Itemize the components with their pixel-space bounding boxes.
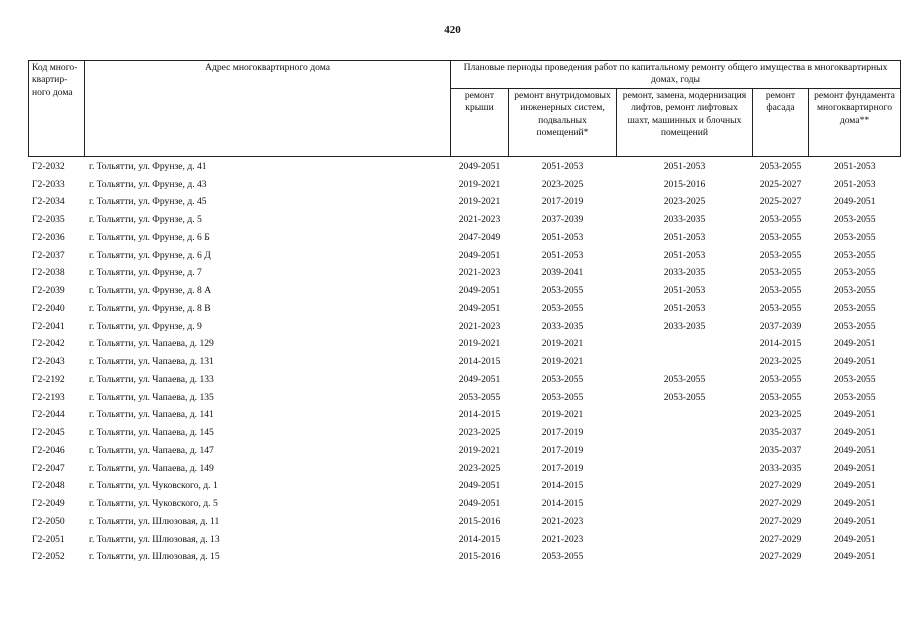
cell-facade: 2053-2055 xyxy=(759,231,802,243)
cell-elevators xyxy=(617,442,753,460)
cell-roof: 2019-2021 xyxy=(458,338,501,350)
cell-roof: 2014-2015 xyxy=(458,409,501,421)
cell-address: г. Тольятти, ул. Чуковского, д. 5 xyxy=(89,498,218,510)
cell-elevators: 2015-2016 xyxy=(663,178,706,190)
cell-foundation: 2049-2051 xyxy=(833,480,876,492)
table-row xyxy=(29,193,901,211)
header-code: Код много-квартир-ного дома xyxy=(29,61,85,157)
cell-engineering: 2014-2015 xyxy=(541,480,584,492)
table-row xyxy=(29,300,901,318)
cell-roof: 2049-2051 xyxy=(458,285,501,297)
cell-code: Г2-2033 xyxy=(32,178,65,190)
cell-engineering: 2039-2041 xyxy=(541,267,584,279)
table-row xyxy=(29,548,901,566)
cell-facade: 2027-2029 xyxy=(759,515,802,527)
cell-address: г. Тольятти, ул. Чуковского, д. 1 xyxy=(89,480,218,492)
cell-code: Г2-2045 xyxy=(32,427,65,439)
cell-address: г. Тольятти, ул. Фрунзе, д. 8 В xyxy=(89,302,211,314)
table-row xyxy=(29,318,901,336)
cell-address: г. Тольятти, ул. Чапаева, д. 133 xyxy=(89,373,214,385)
cell-foundation: 2053-2055 xyxy=(833,231,876,243)
cell-elevators xyxy=(617,477,753,495)
cell-foundation: 2053-2055 xyxy=(833,249,876,261)
cell-elevators: 2023-2025 xyxy=(663,196,706,208)
cell-code: Г2-2040 xyxy=(32,302,65,314)
cell-roof: 2049-2051 xyxy=(458,498,501,510)
cell-facade: 2053-2055 xyxy=(759,160,802,172)
cell-roof: 2049-2051 xyxy=(458,373,501,385)
cell-address: г. Тольятти, ул. Чапаева, д. 131 xyxy=(89,356,214,368)
cell-code: Г2-2032 xyxy=(32,160,65,172)
table-row xyxy=(29,531,901,549)
cell-foundation: 2049-2051 xyxy=(833,515,876,527)
table-row xyxy=(29,477,901,495)
cell-foundation: 2053-2055 xyxy=(833,373,876,385)
cell-code: Г2-2050 xyxy=(32,515,65,527)
cell-elevators: 2051-2053 xyxy=(663,302,706,314)
cell-facade: 2025-2027 xyxy=(759,196,802,208)
cell-facade: 2027-2029 xyxy=(759,533,802,545)
cell-foundation: 2053-2055 xyxy=(833,391,876,403)
header-engineering: ремонт внутридомовых инженерных систем, подвальных помещений* xyxy=(509,88,617,156)
cell-facade: 2037-2039 xyxy=(759,320,802,332)
cell-address: г. Тольятти, ул. Фрунзе, д. 43 xyxy=(89,178,207,190)
cell-roof: 2014-2015 xyxy=(458,533,501,545)
cell-elevators: 2051-2053 xyxy=(663,249,706,261)
table-row xyxy=(29,176,901,194)
cell-roof: 2014-2015 xyxy=(458,356,501,368)
header-roof: ремонт крыши xyxy=(451,88,509,156)
cell-engineering: 2014-2015 xyxy=(541,498,584,510)
cell-facade: 2027-2029 xyxy=(759,551,802,563)
cell-elevators xyxy=(617,548,753,566)
cell-engineering: 2019-2021 xyxy=(541,338,584,350)
cell-engineering: 2021-2023 xyxy=(541,533,584,545)
table-row xyxy=(29,406,901,424)
cell-address: г. Тольятти, ул. Фрунзе, д. 45 xyxy=(89,196,207,208)
cell-foundation: 2053-2055 xyxy=(833,302,876,314)
cell-code: Г2-2048 xyxy=(32,480,65,492)
cell-address: г. Тольятти, ул. Фрунзе, д. 6 Д xyxy=(89,249,211,261)
cell-facade: 2053-2055 xyxy=(759,267,802,279)
cell-facade: 2053-2055 xyxy=(759,285,802,297)
cell-roof: 2023-2025 xyxy=(458,427,501,439)
cell-elevators: 2051-2053 xyxy=(663,285,706,297)
header-periods: Плановые периоды проведения работ по капитальному ремонту общего имущества в многоквартирных домах, годы xyxy=(451,61,901,89)
cell-foundation: 2049-2051 xyxy=(833,427,876,439)
cell-engineering: 2021-2023 xyxy=(541,515,584,527)
cell-engineering: 2051-2053 xyxy=(541,249,584,261)
cell-facade: 2035-2037 xyxy=(759,444,802,456)
cell-roof: 2015-2016 xyxy=(458,551,501,563)
cell-elevators xyxy=(617,406,753,424)
cell-facade: 2023-2025 xyxy=(759,409,802,421)
cell-elevators: 2053-2055 xyxy=(663,373,706,385)
cell-foundation: 2049-2051 xyxy=(833,338,876,350)
cell-facade: 2035-2037 xyxy=(759,427,802,439)
table-row xyxy=(29,335,901,353)
cell-code: Г2-2049 xyxy=(32,498,65,510)
cell-roof: 2023-2025 xyxy=(458,462,501,474)
cell-foundation: 2049-2051 xyxy=(833,409,876,421)
cell-address: г. Тольятти, ул. Чапаева, д. 147 xyxy=(89,444,214,456)
cell-code: Г2-2046 xyxy=(32,444,65,456)
cell-foundation: 2053-2055 xyxy=(833,320,876,332)
cell-foundation: 2053-2055 xyxy=(833,267,876,279)
cell-address: г. Тольятти, ул. Чапаева, д. 135 xyxy=(89,391,214,403)
cell-facade: 2053-2055 xyxy=(759,391,802,403)
cell-roof: 2049-2051 xyxy=(458,160,501,172)
cell-code: Г2-2047 xyxy=(32,462,65,474)
header-address: Адрес многоквартирного дома xyxy=(85,61,451,157)
cell-facade: 2033-2035 xyxy=(759,462,802,474)
cell-engineering: 2053-2055 xyxy=(541,373,584,385)
cell-foundation: 2053-2055 xyxy=(833,285,876,297)
cell-roof: 2021-2023 xyxy=(458,214,501,226)
cell-address: г. Тольятти, ул. Фрунзе, д. 5 xyxy=(89,214,202,226)
table-row xyxy=(29,156,901,175)
cell-code: Г2-2043 xyxy=(32,356,65,368)
cell-elevators: 2051-2053 xyxy=(663,231,706,243)
cell-foundation: 2049-2051 xyxy=(833,533,876,545)
cell-facade: 2027-2029 xyxy=(759,498,802,510)
cell-elevators xyxy=(617,335,753,353)
cell-elevators: 2033-2035 xyxy=(663,320,706,332)
cell-facade: 2023-2025 xyxy=(759,356,802,368)
table-body xyxy=(29,156,901,566)
cell-foundation: 2053-2055 xyxy=(833,214,876,226)
capital-repair-schedule-table xyxy=(28,60,901,566)
cell-code: Г2-2036 xyxy=(32,231,65,243)
table-row xyxy=(29,442,901,460)
cell-roof: 2049-2051 xyxy=(458,249,501,261)
table-row xyxy=(29,513,901,531)
cell-address: г. Тольятти, ул. Шлюзовая, д. 15 xyxy=(89,551,220,563)
cell-code: Г2-2051 xyxy=(32,533,65,545)
cell-engineering: 2017-2019 xyxy=(541,462,584,474)
cell-engineering: 2053-2055 xyxy=(541,551,584,563)
cell-elevators xyxy=(617,513,753,531)
cell-address: г. Тольятти, ул. Шлюзовая, д. 13 xyxy=(89,533,220,545)
cell-roof: 2015-2016 xyxy=(458,515,501,527)
cell-code: Г2-2041 xyxy=(32,320,65,332)
cell-facade: 2053-2055 xyxy=(759,302,802,314)
header-elevators: ремонт, замена, модернизация лифтов, ремонт лифтовых шахт, машинных и блочных помещений xyxy=(617,88,753,156)
cell-roof: 2049-2051 xyxy=(458,302,501,314)
cell-foundation: 2049-2051 xyxy=(833,551,876,563)
cell-code: Г2-2052 xyxy=(32,551,65,563)
cell-foundation: 2049-2051 xyxy=(833,196,876,208)
cell-engineering: 2053-2055 xyxy=(541,285,584,297)
cell-code: Г2-2035 xyxy=(32,214,65,226)
table-row xyxy=(29,247,901,265)
cell-engineering: 2033-2035 xyxy=(541,320,584,332)
cell-code: Г2-2039 xyxy=(32,285,65,297)
table-row xyxy=(29,229,901,247)
cell-elevators: 2033-2035 xyxy=(663,267,706,279)
cell-address: г. Тольятти, ул. Шлюзовая, д. 11 xyxy=(89,515,220,527)
cell-engineering: 2037-2039 xyxy=(541,214,584,226)
cell-engineering: 2023-2025 xyxy=(541,178,584,190)
header-foundation: ремонт фундамента многоквартирного дома** xyxy=(809,88,901,156)
cell-engineering: 2017-2019 xyxy=(541,444,584,456)
cell-address: г. Тольятти, ул. Фрунзе, д. 7 xyxy=(89,267,202,279)
table-row xyxy=(29,495,901,513)
cell-address: г. Тольятти, ул. Чапаева, д. 145 xyxy=(89,427,214,439)
cell-roof: 2019-2021 xyxy=(458,196,501,208)
cell-address: г. Тольятти, ул. Чапаева, д. 129 xyxy=(89,338,214,350)
table-row xyxy=(29,211,901,229)
cell-roof: 2053-2055 xyxy=(458,391,501,403)
cell-engineering: 2051-2053 xyxy=(541,231,584,243)
cell-roof: 2047-2049 xyxy=(458,231,501,243)
cell-facade: 2025-2027 xyxy=(759,178,802,190)
cell-roof: 2019-2021 xyxy=(458,178,501,190)
cell-code: Г2-2044 xyxy=(32,409,65,421)
cell-elevators xyxy=(617,495,753,513)
cell-elevators xyxy=(617,531,753,549)
cell-code: Г2-2192 xyxy=(32,373,65,385)
cell-address: г. Тольятти, ул. Чапаева, д. 141 xyxy=(89,409,214,421)
cell-elevators: 2053-2055 xyxy=(663,391,706,403)
cell-code: Г2-2042 xyxy=(32,338,65,350)
cell-code: Г2-2037 xyxy=(32,249,65,261)
cell-address: г. Тольятти, ул. Фрунзе, д. 8 А xyxy=(89,285,212,297)
cell-engineering: 2019-2021 xyxy=(541,409,584,421)
cell-foundation: 2049-2051 xyxy=(833,462,876,474)
cell-facade: 2053-2055 xyxy=(759,373,802,385)
table-row xyxy=(29,460,901,478)
page-number: 420 xyxy=(444,24,461,36)
cell-facade: 2014-2015 xyxy=(759,338,802,350)
cell-foundation: 2049-2051 xyxy=(833,356,876,368)
cell-elevators: 2033-2035 xyxy=(663,214,706,226)
cell-elevators xyxy=(617,424,753,442)
cell-engineering: 2017-2019 xyxy=(541,427,584,439)
cell-roof: 2019-2021 xyxy=(458,444,501,456)
cell-address: г. Тольятти, ул. Фрунзе, д. 9 xyxy=(89,320,202,332)
cell-engineering: 2019-2021 xyxy=(541,356,584,368)
cell-engineering: 2051-2053 xyxy=(541,160,584,172)
cell-foundation: 2049-2051 xyxy=(833,498,876,510)
table-row xyxy=(29,282,901,300)
cell-facade: 2027-2029 xyxy=(759,480,802,492)
cell-foundation: 2051-2053 xyxy=(833,178,876,190)
cell-code: Г2-2193 xyxy=(32,391,65,403)
table-row xyxy=(29,353,901,371)
table-row xyxy=(29,424,901,442)
table-row xyxy=(29,371,901,389)
header-facade: ремонт фасада xyxy=(753,88,809,156)
cell-engineering: 2053-2055 xyxy=(541,391,584,403)
cell-roof: 2021-2023 xyxy=(458,320,501,332)
cell-facade: 2053-2055 xyxy=(759,214,802,226)
cell-code: Г2-2038 xyxy=(32,267,65,279)
cell-address: г. Тольятти, ул. Фрунзе, д. 6 Б xyxy=(89,231,210,243)
cell-elevators xyxy=(617,353,753,371)
cell-facade: 2053-2055 xyxy=(759,249,802,261)
table-row xyxy=(29,264,901,282)
cell-foundation: 2049-2051 xyxy=(833,444,876,456)
cell-foundation: 2051-2053 xyxy=(833,160,876,172)
cell-address: г. Тольятти, ул. Фрунзе, д. 41 xyxy=(89,160,207,172)
cell-engineering: 2017-2019 xyxy=(541,196,584,208)
cell-code: Г2-2034 xyxy=(32,196,65,208)
cell-elevators: 2051-2053 xyxy=(663,160,706,172)
cell-roof: 2021-2023 xyxy=(458,267,501,279)
cell-engineering: 2053-2055 xyxy=(541,302,584,314)
table-row xyxy=(29,389,901,407)
cell-elevators xyxy=(617,460,753,478)
cell-address: г. Тольятти, ул. Чапаева, д. 149 xyxy=(89,462,214,474)
cell-roof: 2049-2051 xyxy=(458,480,501,492)
